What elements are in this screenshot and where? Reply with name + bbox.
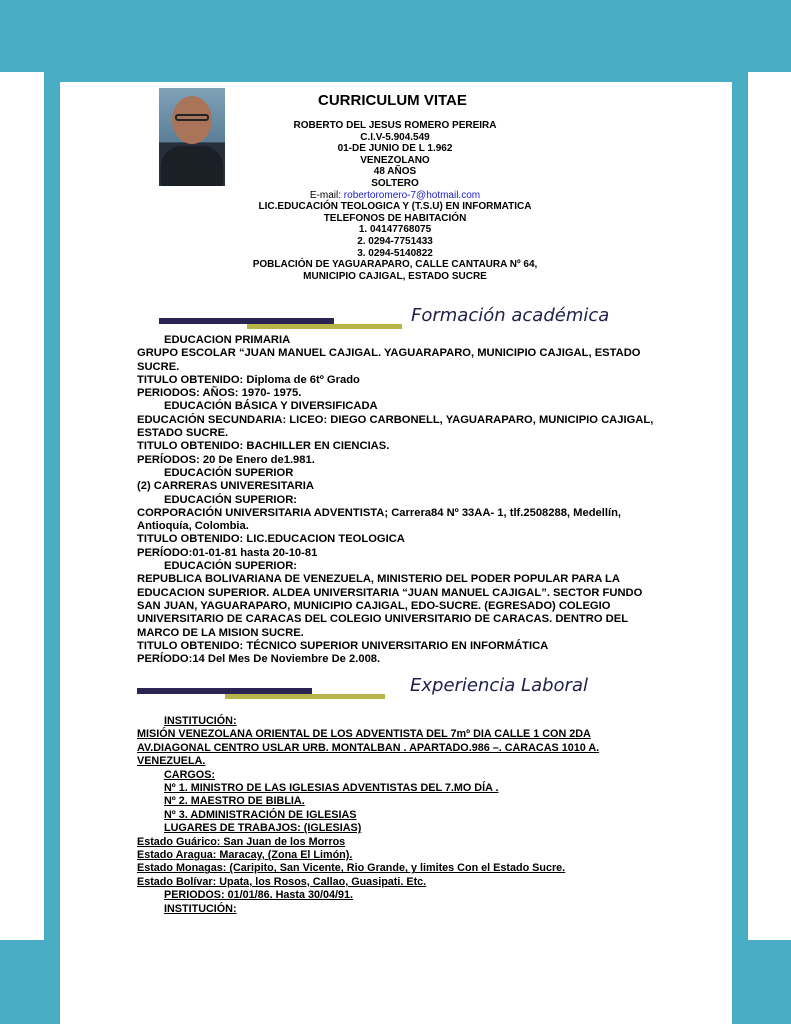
text-line: Estado Monagas: (Caripito, San Vicente, Rio Grande, y limites Con el Estado Sucre. <box>137 862 566 875</box>
text-line: CORPORACIÓN UNIVERSITARIA ADVENTISTA; Carrera84 Nº 33AA- 1, tlf.2508288, Medellín, <box>137 506 622 519</box>
personal-info <box>210 120 580 282</box>
text-line: Nº 2. MAESTRO DE BIBLIA. <box>164 795 305 808</box>
info-line: C.I.V-5.904.549 <box>360 131 430 143</box>
experiencia-heading: Experiencia Laboral <box>410 675 588 696</box>
info-line: ROBERTO DEL JESUS ROMERO PEREIRA <box>293 120 497 131</box>
info-line: 1. 04147768075 <box>358 224 432 236</box>
info-line: LIC.EDUCACIÓN TEOLOGICA Y (T.S.U) EN INFORMATICA <box>258 201 532 213</box>
text-line: Nº 1. MINISTRO DE LAS IGLESIAS ADVENTISTAS DEL 7.MO DÍA . <box>164 782 499 795</box>
text-line: PERÍODO:14 Del Mes De Noviembre De 2.008. <box>137 653 381 666</box>
text-line: EDUCACIÓN SUPERIOR: <box>164 493 298 506</box>
text-line: (2) CARRERAS UNIVERESITARIA <box>137 480 314 493</box>
formacion-section <box>137 334 697 666</box>
experiencia-section <box>137 715 697 916</box>
text-line: EDUCACION SUPERIOR. ALDEA UNIVERSITARIA “JUAN MANUEL CAJIGAL”. SECTOR FUNDO <box>137 586 643 599</box>
top-strip <box>52 72 740 82</box>
text-line: SAN JUAN, YAGUARAPARO, MUNICIPIO CAJIGAL, EDO-SUCRE. (EGRESADO) COLEGIO <box>137 599 611 612</box>
text-line: Estado Guárico: San Juan de los Morros <box>137 835 346 848</box>
text-line: AV.DIAGONAL CENTRO USLAR URB. MONTALBAN . APARTADO.986 –. CARACAS 1010 A. <box>137 741 600 754</box>
text-line: TITULO OBTENIDO: TÉCNICO SUPERIOR UNIVERSITARIO EN INFORMÁTICA <box>137 639 549 652</box>
text-line: EDUCACIÓN BÁSICA Y DIVERSIFICADA <box>164 400 378 413</box>
text-line: INSTITUCIÓN: <box>164 902 237 915</box>
text-line: CARGOS: <box>164 768 215 781</box>
left-margin-panel <box>0 72 52 940</box>
email-link[interactable]: robertoromero-7@hotmail.com <box>343 189 481 201</box>
text-line: Estado Aragua: Maracay, (Zona El Limón). <box>137 849 353 862</box>
text-line: SUCRE. <box>137 360 180 373</box>
text-line: TITULO OBTENIDO: Diploma de 6tº Grado <box>137 373 360 386</box>
text-line: EDUCACIÓN SECUNDARIA: LICEO: DIEGO CARBONELL, YAGUARAPARO, MUNICIPIO CAJIGAL, <box>137 413 654 426</box>
info-line: SOLTERO <box>371 177 419 189</box>
text-line: EDUCACIÓN SUPERIOR: <box>164 560 298 573</box>
info-line: MUNICIPIO CAJIGAL, ESTADO SUCRE <box>303 270 487 282</box>
formacion-heading: Formación académica <box>411 305 610 326</box>
info-line: TELEFONOS DE HABITACIÓN <box>323 212 467 224</box>
text-line: PERIODOS: 01/01/86. Hasta 30/04/91. <box>164 889 354 902</box>
text-line: ESTADO SUCRE. <box>137 427 229 440</box>
page-title: CURRICULUM VITAE <box>318 92 467 109</box>
text-line: EDUCACION PRIMARIA <box>164 334 291 346</box>
text-line: REPUBLICA BOLIVARIANA DE VENEZUELA, MINISTERIO DEL PODER POPULAR PARA LA <box>137 573 620 586</box>
top-band <box>0 0 791 72</box>
text-line: INSTITUCIÓN: <box>164 715 237 727</box>
text-line: UNIVERSITARIO DE CARACAS DEL COLEGIO UNIVERSITARIO DE CARACAS. DENTRO DEL <box>137 613 629 626</box>
email-label: E-mail: <box>309 189 344 201</box>
text-line: TITULO OBTENIDO: BACHILLER EN CIENCIAS. <box>137 440 390 453</box>
text-line: PERÍODO:01-01-81 hasta 20-10-81 <box>137 546 318 559</box>
text-line: Nº 3. ADMINISTRACIÓN DE IGLESIAS <box>164 808 357 821</box>
text-line: EDUCACIÓN SUPERIOR <box>164 466 294 479</box>
experiencia-banner <box>137 675 612 702</box>
text-line: VENEZUELA. <box>137 755 206 768</box>
info-line: VENEZOLANO <box>360 154 430 166</box>
info-line: POBLACIÓN DE YAGUARAPARO, CALLE CANTAURA Nº 64, <box>252 259 538 271</box>
text-line: TITULO OBTENIDO: LIC.EDUCACION TEOLOGICA <box>137 533 405 546</box>
info-line: 48 AÑOS <box>373 166 417 178</box>
text-line: GRUPO ESCOLAR “JUAN MANUEL CAJIGAL. YAGUARAPARO, MUNICIPIO CAJIGAL, ESTADO <box>137 347 641 360</box>
info-line: 3. 0294-5140822 <box>357 247 433 259</box>
formacion-banner <box>159 305 634 332</box>
text-line: PERIODOS: AÑOS: 1970- 1975. <box>137 387 302 400</box>
text-line: LUGARES DE TRABAJOS: (IGLESIAS) <box>164 822 362 835</box>
text-line: MISIÓN VENEZOLANA ORIENTAL DE LOS ADVENTISTA DEL 7mº DIA CALLE 1 CON 2DA <box>137 728 591 741</box>
text-line: Estado Bolívar: Upata, los Rosos, Callao, Guasipati. Etc. <box>137 875 427 888</box>
info-line: 2. 0294-7751433 <box>357 235 433 247</box>
right-margin-panel <box>740 72 791 940</box>
text-line: PERÍODOS: 20 De Enero de1.981. <box>137 453 315 466</box>
email-line <box>210 190 580 202</box>
document-page <box>60 82 732 1024</box>
info-line: 01-DE JUNIO DE L 1.962 <box>337 143 453 155</box>
text-line: Antioquía, Colombia. <box>137 520 249 533</box>
text-line: MARCO DE LA MISION SUCRE. <box>137 626 304 639</box>
